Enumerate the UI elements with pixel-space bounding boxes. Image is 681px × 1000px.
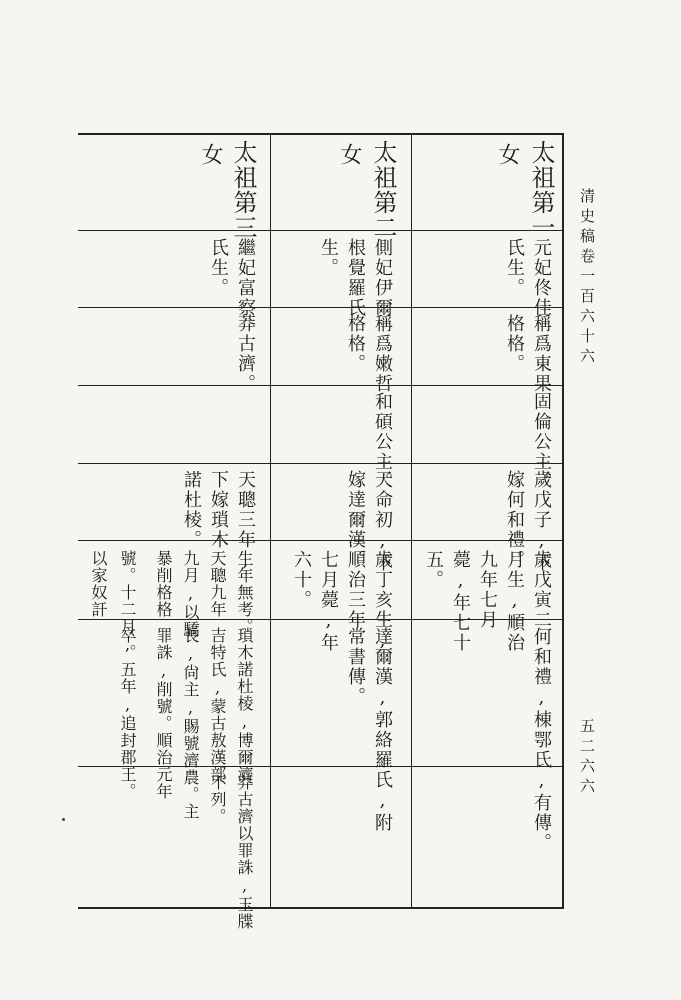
row3-life-line4: 暴削格格 <box>154 550 173 618</box>
row3-life-line5: 號。十二月, <box>118 550 137 655</box>
row1-life-line5: 五。 <box>423 550 444 590</box>
row3-husband-line3: 長,尙主,賜號濟農。主 <box>181 627 200 820</box>
row2-rank: 和碩公主。 <box>372 392 393 492</box>
page-number: 五二六六 <box>578 718 596 798</box>
row3-husband-line4: 罪誅,削號。順治元年 <box>154 627 173 800</box>
row2-mother-line2: 根覺羅氏 <box>345 238 366 318</box>
row2-titlegrant-line1: 稱爲嫩哲 <box>372 314 393 394</box>
row-divider-1 <box>411 133 412 909</box>
col-divider-1 <box>78 230 563 231</box>
table-top-rule <box>78 133 563 135</box>
row3-marriage-line2: 下嫁瑣木 <box>208 470 229 550</box>
row3-husband-line2: 吉特氏,蒙古敖漢部 <box>208 627 227 783</box>
row1-life-line4: 薨,年七十 <box>450 550 471 653</box>
row3-marriage-line3: 諾杜棱。 <box>181 470 202 550</box>
row1-label: 女 <box>495 143 520 165</box>
row1-titlegrant-line1: 稱爲東果 <box>531 314 552 394</box>
scan-speck <box>62 818 65 821</box>
row2-marriage-line1: 天命初,下 <box>372 470 393 573</box>
row1-mother-line2: 氏生。 <box>504 238 525 298</box>
table-bottom-rule <box>78 907 563 909</box>
row2-mother-line1: 側妃伊爾 <box>372 238 393 318</box>
row1-mother-line1: 元妃佟佳 <box>531 238 552 318</box>
row3-life-line2: 天聰九年 <box>208 550 227 618</box>
row3-label: 女 <box>198 143 223 165</box>
row3-life-line1: 生年無考。 <box>235 550 254 635</box>
row3-titlegrant: 莽古濟。 <box>235 314 256 394</box>
row3-notes-line1: 莽古濟以罪誅,玉牒 <box>235 774 254 930</box>
row2-life-line3: 七月薨,年 <box>318 550 339 653</box>
book-title: 清史稿卷一百六十六 <box>578 188 596 368</box>
row3-husband-line1: 瑣木諾杜棱,博爾濟 <box>235 627 254 783</box>
row2-label: 女 <box>337 143 362 165</box>
row2-life-line4: 六十。 <box>291 550 312 610</box>
row2-marriage-line2: 嫁達爾漢。 <box>345 470 366 570</box>
row3-mother-line2: 氏生。 <box>208 238 229 298</box>
row3-mother-line1: 繼妃富察 <box>235 238 256 318</box>
row1-titlegrant-line2: 格格。 <box>504 314 525 374</box>
row3-husband-line5: 卒。五年,追封郡王。 <box>118 627 137 800</box>
row2-titlegrant-line2: 格格。 <box>345 314 366 374</box>
row2-mother-line3: 生。 <box>318 238 339 278</box>
row3-title: 太祖第三 <box>229 140 257 240</box>
row3-marriage-line1: 天聰三年, <box>235 470 256 573</box>
row2-husband-line1: 達爾漢,郭絡羅氏,附 <box>372 627 393 833</box>
col-divider-5 <box>78 540 563 541</box>
row1-husband: 何和禮,棟鄂氏,有傳。 <box>531 627 552 853</box>
row2-life-line1: 歲丁亥生, <box>372 550 393 653</box>
row1-rank: 固倫公主。 <box>531 392 552 492</box>
row-divider-2 <box>270 133 271 909</box>
table-right-rule <box>562 133 564 909</box>
row1-life-line3: 九年七月 <box>477 550 498 630</box>
col-divider-4 <box>78 463 563 464</box>
row2-life-line2: 順治三年 <box>345 550 366 630</box>
row3-notes-line2: 不列。 <box>208 774 227 825</box>
col-divider-3 <box>78 385 563 386</box>
row3-life-line6: 以家奴訐 <box>89 550 108 618</box>
row3-life-line3: 九月,以驕 <box>181 550 200 638</box>
col-divider-2 <box>78 307 563 308</box>
col-divider-7 <box>78 766 563 767</box>
row1-marriage-line2: 嫁何和禮。 <box>504 470 525 570</box>
row1-marriage-line1: 歲戊子,下 <box>531 470 552 573</box>
row1-life-line1: 歲戊寅二 <box>531 550 552 630</box>
row2-title: 太祖第二 <box>369 140 397 240</box>
row2-husband-line2: 常書傳。 <box>345 627 366 707</box>
row1-title: 太祖第一 <box>527 140 555 240</box>
row1-life-line2: 月生,順治 <box>504 550 525 653</box>
